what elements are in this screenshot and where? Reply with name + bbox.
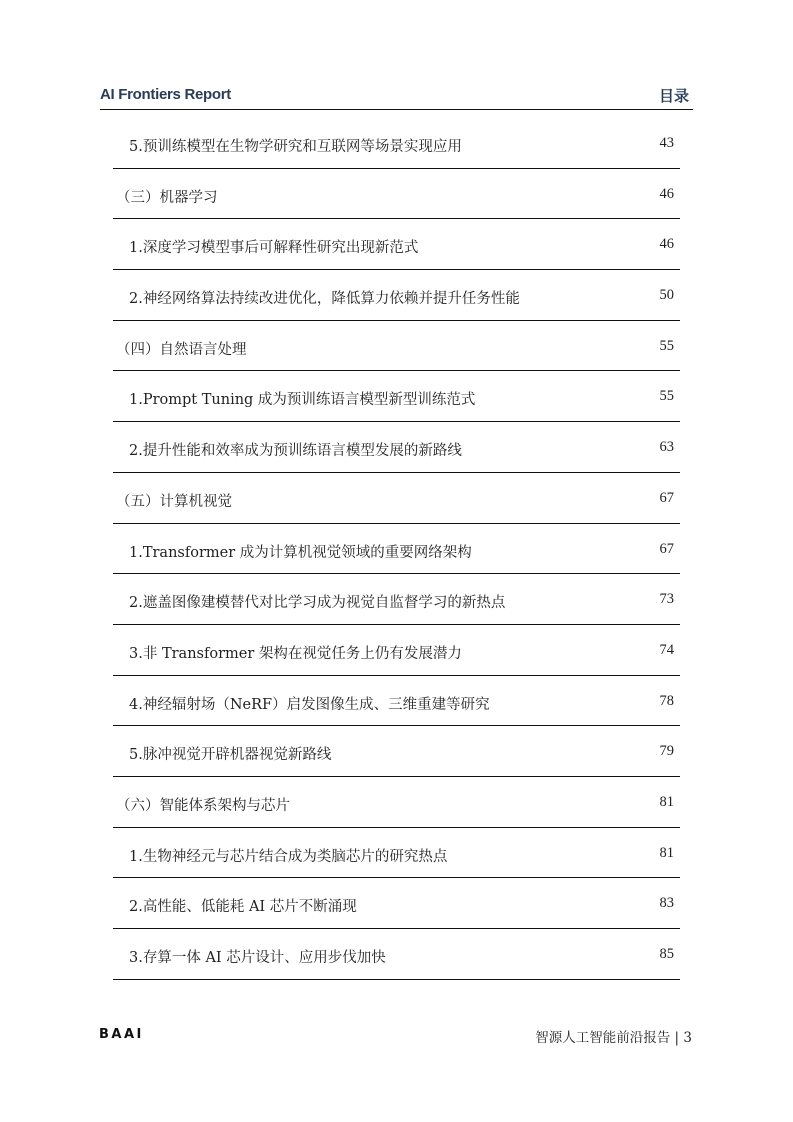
- toc-entry[interactable]: [113, 929, 680, 980]
- toc-entry-label: （四）自然语言处理: [116, 341, 247, 358]
- toc-entry[interactable]: [113, 676, 680, 727]
- page-header: [100, 86, 693, 110]
- baai-logo: BAAI: [99, 1027, 144, 1042]
- toc-entry-label: 2.遮盖图像建模替代对比学习成为视觉自监督学习的新热点: [129, 595, 506, 612]
- section-title: 目录: [658, 87, 689, 105]
- toc-entry-label: （三）机器学习: [116, 189, 218, 206]
- toc-entry-page: 46: [659, 236, 674, 253]
- toc-entry-label: 3.存算一体 AI 芯片设计、应用步伐加快: [129, 950, 386, 966]
- toc-entry[interactable]: [113, 878, 680, 929]
- toc-entry-label: 4.神经辐射场（NeRF）启发图像生成、三维重建等研究: [129, 696, 490, 713]
- toc-entry[interactable]: [113, 524, 680, 575]
- toc-entry-label: （六）智能体系架构与芯片: [116, 797, 290, 814]
- toc-section[interactable]: [113, 777, 680, 828]
- table-of-contents: [113, 118, 680, 980]
- toc-entry-label: 2.神经网络算法持续改进优化，降低算力依赖并提升任务性能: [129, 291, 520, 308]
- toc-entry[interactable]: [113, 219, 680, 270]
- footer-page-label: 智源人工智能前沿报告 | 3: [535, 1030, 692, 1046]
- toc-entry-label: 2.提升性能和效率成为预训练语言模型发展的新路线: [129, 443, 462, 460]
- toc-entry-label: 1.Transformer 成为计算机视觉领域的重要网络架构: [129, 544, 472, 561]
- toc-entry-page: 81: [659, 844, 674, 861]
- toc-entry-page: 67: [659, 540, 674, 557]
- toc-entry-page: 55: [659, 337, 674, 354]
- toc-entry-page: 73: [659, 591, 674, 608]
- toc-entry-page: 81: [659, 793, 674, 810]
- toc-entry-label: 3.非 Transformer 架构在视觉任务上仍有发展潜力: [129, 645, 462, 662]
- toc-entry-label: （五）计算机视觉: [116, 493, 232, 510]
- toc-entry[interactable]: [113, 726, 680, 777]
- toc-entry-page: 67: [659, 489, 674, 506]
- report-title: AI Frontiers Report: [100, 86, 231, 103]
- toc-entry-label: 1.生物神经元与芯片结合成为类脑芯片的研究热点: [129, 848, 448, 865]
- toc-entry[interactable]: [113, 828, 680, 879]
- toc-entry-page: 79: [659, 743, 674, 760]
- toc-entry[interactable]: [113, 270, 680, 321]
- toc-entry-label: 2.高性能、低能耗 AI 芯片不断涌现: [129, 899, 357, 916]
- toc-section[interactable]: [113, 169, 680, 220]
- toc-entry-page: 55: [659, 388, 674, 405]
- toc-entry-page: 63: [659, 439, 674, 456]
- toc-section[interactable]: [113, 473, 680, 524]
- toc-entry-page: 85: [659, 946, 674, 962]
- toc-entry[interactable]: [113, 371, 680, 422]
- toc-entry-label: 5.脉冲视觉开辟机器视觉新路线: [129, 747, 332, 764]
- toc-entry-page: 78: [659, 692, 674, 709]
- toc-entry-label: 1.深度学习模型事后可解释性研究出现新范式: [129, 240, 419, 257]
- toc-entry[interactable]: [113, 118, 680, 169]
- toc-entry-page: 74: [659, 641, 674, 658]
- toc-entry-page: 83: [659, 895, 674, 912]
- toc-entry[interactable]: [113, 625, 680, 676]
- toc-entry-label: 1.Prompt Tuning 成为预训练语言模型新型训练范式: [129, 392, 476, 409]
- toc-entry-page: 50: [659, 287, 674, 304]
- toc-entry-label: 5.预训练模型在生物学研究和互联网等场景实现应用: [129, 139, 462, 155]
- toc-section[interactable]: [113, 321, 680, 372]
- toc-entry[interactable]: [113, 574, 680, 625]
- toc-entry-page: 43: [659, 135, 674, 151]
- toc-entry[interactable]: [113, 422, 680, 473]
- toc-entry-page: 46: [659, 185, 674, 202]
